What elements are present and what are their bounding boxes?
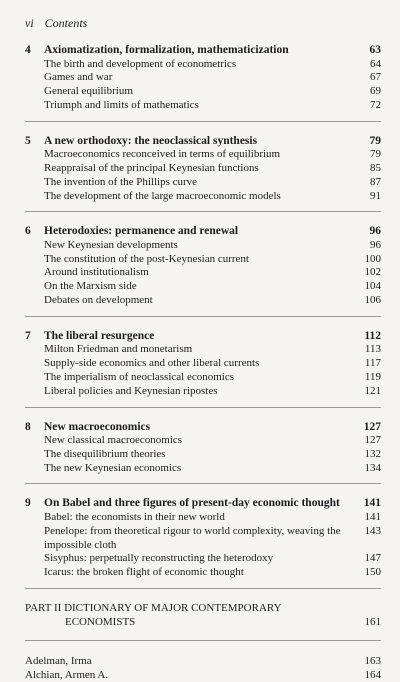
section-title: Milton Friedman and monetarism bbox=[44, 343, 193, 356]
chapter-number: 4 bbox=[25, 44, 31, 56]
dictionary-entry bbox=[25, 669, 381, 682]
chapter-heading-text bbox=[25, 497, 340, 511]
chapter-heading bbox=[25, 330, 381, 344]
chapter-block bbox=[25, 225, 381, 316]
page-number: vi bbox=[25, 16, 34, 30]
chapter-block bbox=[25, 330, 381, 408]
section-entry bbox=[25, 148, 381, 162]
section-title: Games and war bbox=[44, 71, 113, 84]
running-title: Contents bbox=[44, 16, 88, 30]
section-page: 72 bbox=[370, 98, 381, 111]
section-entry bbox=[25, 190, 381, 204]
dictionary-list bbox=[25, 655, 381, 682]
section-entry bbox=[25, 552, 381, 566]
section-title: Debates on development bbox=[44, 294, 153, 307]
chapter-title: On Babel and three figures of present-day economic thought bbox=[44, 497, 340, 510]
section-entry bbox=[25, 253, 381, 267]
economist-name: Alchian, Armen A. bbox=[25, 668, 109, 681]
chapter-heading bbox=[25, 225, 381, 239]
section-title: Around institutionalism bbox=[44, 266, 149, 279]
chapter-heading-text bbox=[25, 421, 150, 435]
section-entry bbox=[25, 176, 381, 190]
section-entry bbox=[25, 462, 381, 476]
section-title: Triumph and limits of mathematics bbox=[44, 98, 199, 111]
section-page: 106 bbox=[364, 294, 381, 307]
section-entry bbox=[25, 385, 381, 399]
chapter-block bbox=[25, 135, 381, 213]
section-page: 104 bbox=[364, 280, 381, 293]
section-title: Supply-side economics and other liberal currents bbox=[44, 357, 260, 370]
section-title: Babel: the economists in their new world bbox=[44, 510, 225, 523]
section-entry bbox=[25, 448, 381, 462]
section-entry bbox=[25, 525, 381, 553]
section-title: The new Keynesian economics bbox=[44, 461, 182, 474]
section-page: 87 bbox=[370, 175, 381, 188]
section-page: 85 bbox=[370, 161, 381, 174]
section-title: The invention of the Phillips curve bbox=[44, 175, 198, 188]
economist-name: Adelman, Irma bbox=[25, 654, 92, 667]
section-entry bbox=[25, 85, 381, 99]
section-page: 79 bbox=[370, 148, 381, 161]
section-title: The constitution of the post-Keynesian current bbox=[44, 252, 249, 265]
section-entry bbox=[25, 239, 381, 253]
section-title: Reappraisal of the principal Keynesian functions bbox=[44, 161, 259, 174]
section-title: On the Marxism side bbox=[44, 280, 137, 293]
section-entry bbox=[25, 511, 381, 525]
chapter-heading-text bbox=[25, 44, 289, 58]
dictionary-entry bbox=[25, 655, 381, 669]
section-title: Liberal policies and Keynesian ripostes bbox=[44, 384, 218, 397]
section-entry bbox=[25, 162, 381, 176]
chapter-heading-text bbox=[25, 135, 257, 149]
chapter-number: 8 bbox=[25, 420, 31, 433]
section-title: The development of the large macroeconomic models bbox=[44, 189, 281, 202]
section-title: General equilibrium bbox=[44, 85, 133, 98]
part-page: 161 bbox=[364, 615, 381, 628]
chapter-number: 5 bbox=[25, 134, 31, 147]
section-entry bbox=[25, 566, 381, 580]
chapter-title: Heterodoxies: permanence and renewal bbox=[44, 225, 239, 238]
section-page: 117 bbox=[364, 357, 381, 370]
section-page: 134 bbox=[364, 461, 381, 474]
section-page: 119 bbox=[364, 370, 381, 383]
chapter-heading bbox=[25, 135, 381, 149]
section-title: Penelope: from theoretical rigour to world complexity, weaving the impossible cloth bbox=[44, 524, 341, 551]
section-title: Icarus: the broken flight of economic thought bbox=[44, 566, 244, 579]
section-page: 121 bbox=[364, 384, 381, 397]
section-title: The birth and development of econometrics bbox=[44, 57, 237, 70]
chapter-heading bbox=[25, 44, 381, 58]
section-title: New classical macroeconomics bbox=[44, 434, 183, 447]
section-entry bbox=[25, 58, 381, 72]
chapter-heading bbox=[25, 497, 381, 511]
section-entry bbox=[25, 71, 381, 85]
section-entry bbox=[25, 371, 381, 385]
section-entry bbox=[25, 266, 381, 280]
section-page: 64 bbox=[370, 57, 381, 70]
economist-page: 164 bbox=[364, 668, 381, 681]
section-page: 132 bbox=[364, 447, 381, 460]
section-page: 141 bbox=[364, 510, 381, 523]
section-page: 127 bbox=[364, 434, 381, 447]
chapter-title: New macroeconomics bbox=[44, 420, 151, 433]
section-title: The disequilibrium theories bbox=[44, 447, 166, 460]
chapter-number: 6 bbox=[25, 225, 31, 238]
chapter-title: Axiomatization, formalization, mathematicization bbox=[44, 44, 289, 56]
chapter-heading-text bbox=[25, 330, 154, 344]
chapter-number: 7 bbox=[25, 329, 31, 342]
table-of-contents bbox=[25, 44, 381, 682]
section-page: 147 bbox=[364, 552, 381, 565]
chapter-page: 127 bbox=[363, 420, 381, 433]
chapter-number: 9 bbox=[25, 497, 31, 510]
section-page: 102 bbox=[364, 266, 381, 279]
economist-page: 163 bbox=[364, 654, 381, 667]
section-entry bbox=[25, 434, 381, 448]
section-entry bbox=[25, 294, 381, 308]
chapter-page: 63 bbox=[369, 44, 381, 56]
section-page: 69 bbox=[370, 85, 381, 98]
chapter-title: A new orthodoxy: the neoclassical synthesis bbox=[44, 134, 258, 147]
chapter-page: 79 bbox=[369, 134, 381, 147]
section-entry bbox=[25, 280, 381, 294]
section-entry bbox=[25, 99, 381, 113]
part-title: PART II DICTIONARY OF MAJOR CONTEMPORARY ECONOMISTS bbox=[25, 601, 282, 628]
chapter-page: 112 bbox=[364, 329, 381, 342]
section-title: Sisyphus: perpetually reconstructing the heterodoxy bbox=[44, 552, 274, 565]
section-page: 100 bbox=[364, 252, 381, 265]
section-page: 96 bbox=[370, 238, 381, 251]
section-title: New Keynesian developments bbox=[44, 238, 178, 251]
chapter-heading bbox=[25, 421, 381, 435]
section-page: 67 bbox=[370, 71, 381, 84]
chapter-block bbox=[25, 44, 381, 122]
section-page: 113 bbox=[364, 343, 381, 356]
chapter-title: The liberal resurgence bbox=[44, 329, 155, 342]
chapter-page: 141 bbox=[363, 497, 381, 510]
section-entry bbox=[25, 357, 381, 371]
section-page: 91 bbox=[370, 189, 381, 202]
section-page: 143 bbox=[364, 524, 381, 537]
part-heading bbox=[25, 602, 381, 641]
section-title: Macroeconomics reconceived in terms of equilibrium bbox=[44, 148, 281, 161]
running-header bbox=[25, 16, 87, 31]
section-page: 150 bbox=[364, 566, 381, 579]
chapter-page: 96 bbox=[369, 225, 381, 238]
chapter-heading-text bbox=[25, 225, 238, 239]
chapter-block bbox=[25, 497, 381, 588]
chapter-block bbox=[25, 421, 381, 485]
section-entry bbox=[25, 343, 381, 357]
section-title: The imperialism of neoclassical economics bbox=[44, 370, 234, 383]
